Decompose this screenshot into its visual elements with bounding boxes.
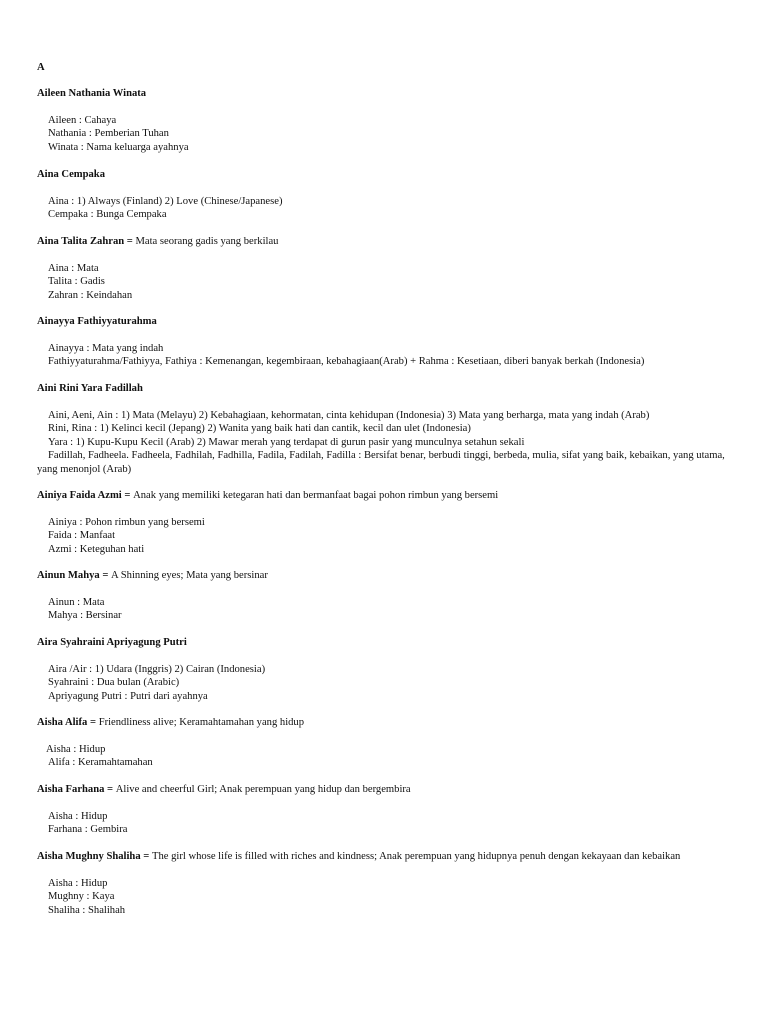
meaning-line: Ainun : Mata	[48, 596, 105, 608]
entry-name: Aisha Mughny Shaliha	[37, 851, 141, 862]
entry-name: Aina Cempaka	[37, 169, 105, 180]
name-entry	[37, 783, 727, 837]
meaning-line: Aileen : Cahaya	[48, 114, 117, 126]
entry-title	[37, 168, 727, 181]
meaning-line: Zahran : Keindahan	[48, 289, 133, 301]
entry-description: Mata seorang gadis yang berkilau	[135, 236, 279, 247]
section-letter: A	[37, 62, 45, 73]
entry-title: Aisha Mughny Shaliha = The girl whose life is filled with riches and kindness; Anak perempuan yang hidupnya penuh dengan kekayaan dan kebaikan	[37, 851, 681, 862]
entry-title	[37, 382, 727, 395]
meaning-list	[37, 596, 727, 623]
name-entry	[37, 315, 727, 369]
entry-description: The girl whose life is filled with riches and kindness; Anak perempuan yang hidupnya penuh dengan kekayaan dan kebaikan	[151, 851, 681, 862]
name-entry	[37, 235, 727, 302]
entry-name: Aileen Nathania Winata	[37, 88, 147, 99]
meaning-list	[37, 409, 727, 476]
entry-title	[37, 315, 727, 328]
meaning-line: Aina : Mata	[48, 262, 99, 274]
meaning-list	[37, 342, 727, 369]
name-entry	[37, 716, 727, 770]
entry-name: Ainayya Fathiyyaturahma	[37, 316, 157, 327]
entry-title: Aisha Alifa = Friendliness alive; Keramahtamahan yang hidup	[37, 717, 305, 728]
meaning-line: Farhana : Gembira	[48, 824, 128, 836]
name-entry	[37, 168, 727, 222]
meaning-line: Azmi : Keteguhan hati	[48, 543, 145, 555]
meaning-line: Shaliha : Shalihah	[48, 904, 126, 916]
entry-title	[37, 636, 727, 649]
meaning-line: Faida : Manfaat	[48, 530, 116, 542]
meaning-line: Aisha : Hidup	[48, 810, 108, 822]
name-entry	[37, 87, 727, 154]
entry-title: Ainun Mahya = A Shinning eyes; Mata yang bersinar	[37, 570, 268, 581]
entry-title: Aisha Farhana = Alive and cheerful Girl; Anak perempuan yang hidup dan bergembira	[37, 784, 411, 795]
meaning-line: Talita : Gadis	[48, 276, 105, 288]
meaning-line: Winata : Nama keluarga ayahnya	[48, 141, 189, 153]
meaning-line: Fathiyyaturahma/Fathiyya, Fathiya : Kemenangan, kegembiraan, kebahagiaan(Arab) + Rahma : Kesetiaan, diberi banyak berkah (Indonesia)	[48, 356, 645, 368]
meaning-line: Mughny : Kaya	[48, 891, 115, 903]
meaning-line: Yara : 1) Kupu-Kupu Kecil (Arab) 2) Mawar merah yang terdapat di gurun pasir yang munculnya setahun sekali	[48, 436, 525, 448]
entry-name: Aini Rini Yara Fadillah	[37, 383, 143, 394]
meaning-list	[37, 877, 727, 917]
meaning-line: Ainayya : Mata yang indah	[48, 342, 164, 354]
entry-description: Friendliness alive; Keramahtamahan yang hidup	[98, 717, 305, 728]
entry-title: Aina Talita Zahran = Mata seorang gadis yang berkilau	[37, 236, 279, 247]
meaning-line: Aisha : Hidup	[46, 743, 106, 755]
entry-name: Ainun Mahya	[37, 570, 100, 581]
entry-name: Aisha Farhana	[37, 784, 105, 795]
meaning-line: Fadillah, Fadheela. Fadheela, Fadhilah, Fadhilla, Fadila, Fadilah, Fadilla : Bersifat benar, berbudi tinggi, berbeda, mulia, sifat yang baik, kebaikan, yang utama, yang menonjol (Arab)	[37, 450, 725, 475]
meaning-list	[37, 743, 727, 770]
meaning-list	[37, 195, 727, 222]
meaning-line: Syahraini : Dua bulan (Arabic)	[48, 677, 180, 689]
meaning-list	[37, 516, 727, 556]
entry-name: Aisha Alifa	[37, 717, 88, 728]
entry-name: Ainiya Faida Azmi	[37, 490, 122, 501]
meaning-line: Rini, Rina : 1) Kelinci kecil (Jepang) 2) Wanita yang baik hati dan cantik, kecil dan ulet (Indonesia)	[48, 423, 471, 435]
entry-description: Anak yang memiliki ketegaran hati dan bermanfaat bagai pohon rimbun yang bersemi	[133, 490, 499, 501]
name-entry	[37, 569, 727, 623]
entry-description: A Shinning eyes; Mata yang bersinar	[111, 570, 268, 581]
meaning-line: Alifa : Keramahtamahan	[48, 757, 153, 769]
meaning-line: Ainiya : Pohon rimbun yang bersemi	[48, 516, 205, 528]
meaning-line: Cempaka : Bunga Cempaka	[48, 209, 167, 221]
meaning-list	[37, 810, 727, 837]
meaning-line: Aina : 1) Always (Finland) 2) Love (Chinese/Japanese)	[48, 195, 283, 207]
entry-title	[37, 87, 727, 100]
meaning-line: Aira /Air : 1) Udara (Inggris) 2) Cairan (Indonesia)	[48, 663, 266, 675]
entry-description: Alive and cheerful Girl; Anak perempuan yang hidup dan bergembira	[115, 784, 411, 795]
name-entry	[37, 636, 727, 703]
name-entry	[37, 382, 727, 476]
meaning-line: Nathania : Pemberian Tuhan	[48, 128, 169, 140]
meaning-list	[37, 262, 727, 302]
entry-name: Aira Syahraini Apriyagung Putri	[37, 637, 187, 648]
meaning-list	[37, 663, 727, 703]
entry-title: Ainiya Faida Azmi = Anak yang memiliki ketegaran hati dan bermanfaat bagai pohon rimbun yang bersemi	[37, 490, 499, 501]
meaning-list	[37, 114, 727, 154]
meaning-line: Aisha : Hidup	[48, 877, 108, 889]
meaning-line: Apriyagung Putri : Putri dari ayahnya	[48, 690, 208, 702]
name-entry	[37, 489, 727, 556]
meaning-line: Aini, Aeni, Ain : 1) Mata (Melayu) 2) Kebahagiaan, kehormatan, cinta kehidupan (Indonesia) 3) Mata yang berharga, mata yang indah (Arab)	[48, 409, 650, 421]
meaning-line: Mahya : Bersinar	[48, 610, 122, 622]
name-entry	[37, 850, 727, 917]
entry-name: Aina Talita Zahran	[37, 236, 125, 247]
